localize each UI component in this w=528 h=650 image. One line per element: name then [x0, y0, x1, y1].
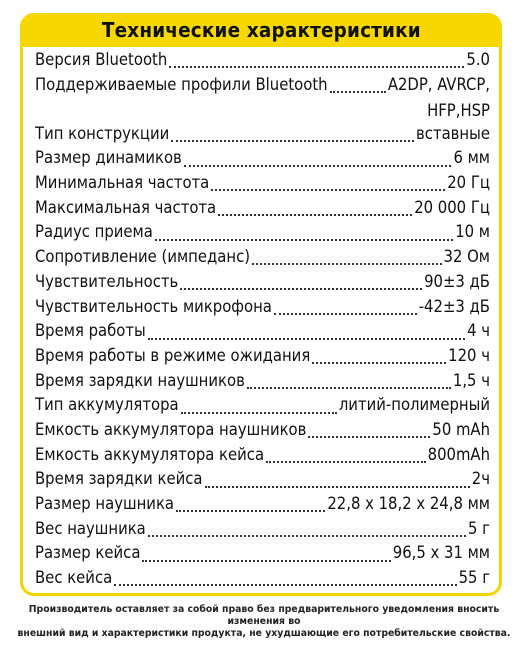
dot-leader [148, 535, 466, 537]
dot-leader [155, 239, 453, 241]
spec-row [35, 321, 490, 346]
spec-row [35, 50, 490, 75]
spec-value: 10 м [455, 222, 490, 242]
spec-row [35, 469, 490, 494]
spec-row [35, 445, 490, 470]
disclaimer-line: Производитель оставляет за собой право без предварительного уведомления вносить изменения во [28, 604, 500, 627]
spec-label: Чувствительность микрофона [35, 296, 272, 316]
spec-value: 6 мм [453, 148, 490, 168]
dot-leader [266, 461, 426, 463]
spec-label: Время работы [35, 321, 146, 341]
spec-row [35, 124, 490, 149]
dot-leader [247, 387, 451, 389]
dot-leader [180, 288, 422, 290]
spec-row [35, 297, 490, 322]
dot-leader [184, 165, 452, 167]
spec-row [35, 494, 490, 519]
specs-list [35, 50, 490, 593]
dot-leader [308, 436, 430, 438]
dot-leader [148, 338, 465, 340]
dot-leader [169, 66, 464, 68]
dot-leader [181, 412, 337, 414]
spec-value: 50 mAh [432, 419, 490, 439]
spec-row [35, 198, 490, 223]
specs-header [20, 13, 502, 47]
spec-row [35, 75, 490, 124]
spec-value: -42±3 дБ [418, 296, 490, 316]
spec-label: Емкость аккумулятора кейса [35, 444, 265, 464]
spec-value: литий-полимерный [338, 395, 490, 415]
dot-leader [252, 263, 441, 265]
spec-label: Вес наушника [35, 518, 146, 538]
spec-row [35, 272, 490, 297]
spec-value: 5 г [468, 518, 490, 538]
dot-leader [330, 91, 386, 93]
spec-value: 20 000 Гц [414, 197, 490, 217]
spec-row [35, 519, 490, 544]
spec-row [35, 371, 490, 396]
dot-leader [205, 486, 470, 488]
dot-leader [274, 313, 417, 315]
spec-value-continued: HFP,HSP [427, 101, 490, 121]
spec-value: A2DP, AVRCP, [387, 74, 490, 94]
spec-label: Размер кейса [35, 543, 141, 563]
spec-label: Время зарядки кейса [35, 469, 203, 489]
dot-leader [312, 362, 446, 364]
spec-value: 2ч [471, 469, 490, 489]
spec-label: Размер динамиков [35, 148, 182, 168]
spec-value: 96,5 х 31 мм [392, 543, 490, 563]
spec-row [35, 346, 490, 371]
spec-value: 120 ч [448, 345, 490, 365]
dot-leader [218, 214, 412, 216]
spec-value: 4 ч [467, 321, 490, 341]
spec-row [35, 173, 490, 198]
spec-label: Максимальная частота [35, 197, 217, 217]
spec-label: Время зарядки наушников [35, 370, 245, 390]
spec-label: Чувствительность [35, 271, 179, 291]
spec-label: Минимальная частота [35, 173, 210, 193]
spec-row [35, 395, 490, 420]
spec-value: 1,5 ч [452, 370, 490, 390]
spec-row [35, 543, 490, 568]
dot-leader [211, 189, 445, 191]
disclaimer [0, 604, 528, 640]
spec-label: Тип конструкции [35, 123, 170, 143]
spec-label: Емкость аккумулятора наушников [35, 419, 307, 439]
spec-row [35, 420, 490, 445]
spec-label: Вес кейса [35, 568, 113, 588]
page-title: Технические характеристики [101, 18, 421, 42]
spec-label: Поддерживаемые профили Bluetooth [35, 74, 328, 94]
spec-value: 32 Ом [443, 247, 490, 267]
spec-value: 20 Гц [447, 173, 490, 193]
spec-row [35, 247, 490, 272]
spec-label: Время работы в режиме ожидания [35, 345, 311, 365]
spec-row [35, 222, 490, 247]
disclaimer-line: внешний вид и характеристики продукта, не ухудшающие его потребительские свойства. [17, 628, 511, 639]
dot-leader [142, 560, 390, 562]
spec-value: 22,8 х 18,2 х 24,8 мм [327, 494, 490, 513]
spec-label: Сопротивление (импеданс) [35, 247, 251, 267]
spec-value: 5.0 [466, 50, 490, 69]
dot-leader [176, 510, 325, 512]
spec-label: Радиус приема [35, 222, 153, 242]
spec-value: 800mAh [427, 444, 490, 464]
spec-row [35, 568, 490, 593]
spec-row [35, 148, 490, 173]
spec-label: Версия Bluetooth [35, 50, 168, 69]
spec-label: Тип аккумулятора [35, 395, 179, 415]
spec-label: Размер наушника [35, 494, 175, 513]
dot-leader [114, 584, 456, 586]
spec-value: 55 г [458, 568, 490, 588]
dot-leader [171, 140, 414, 142]
spec-value: вставные [416, 123, 490, 143]
spec-value: 90±3 дБ [424, 271, 490, 291]
